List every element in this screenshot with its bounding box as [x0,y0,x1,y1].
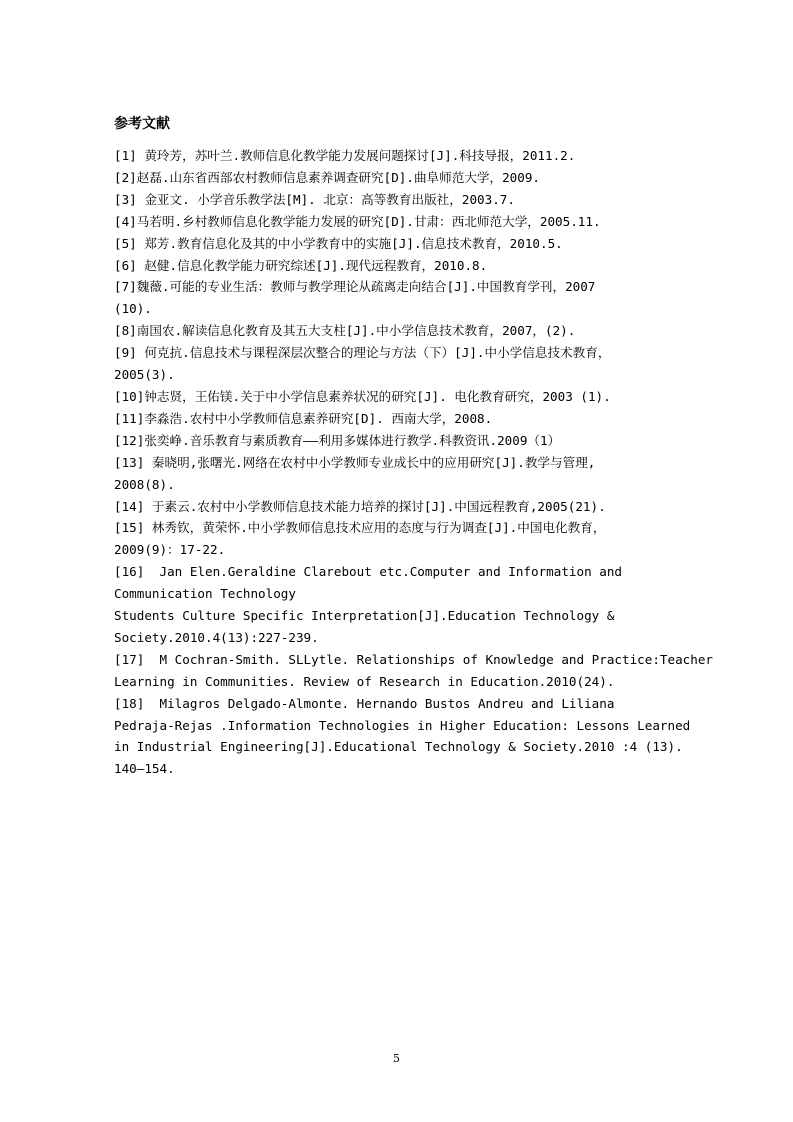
reference-item: [14] 于素云.农村中小学教师信息技术能力培养的探讨[J].中国远程教育,2005(21). [114,498,606,514]
reference-item: [13] 秦晓明,张曙光.网络在农村中小学教师专业成长中的应用研究[J].教学与管理, 2008(8). [114,454,596,492]
reference-item: [4]马若明.乡村教师信息化教学能力发展的研究[D].甘肃：西北师范大学，2005.11. [114,213,601,229]
reference-item: [16] Jan Elen.Geraldine Clarebout etc.Computer and Information and Communication Technology Students Culture Specific Interpretation[J].Education Technology & Society.2010.4(13):227-239. [114,564,622,645]
page-number: 5 [393,1052,400,1065]
reference-item: [12]张奕峥.音乐教育与素质教育——利用多媒体进行教学.科教资讯.2009（1） [114,432,561,448]
reference-item: [10]钟志贤，王佑镁.关于中小学信息素养状况的研究[J]. 电化教育研究，2003 (1). [114,388,611,404]
reference-item: [2]赵磊.山东省西部农村教师信息素养调查研究[D].曲阜师范大学，2009. [114,169,541,185]
reference-item: [3] 金亚文. 小学音乐教学法[M]. 北京：高等教育出版社，2003.7. [114,191,515,207]
reference-item: [1] 黄玲芳，苏叶兰.教师信息化教学能力发展问题探讨[J].科技导报，2011.2. [114,148,576,163]
reference-list [114,145,724,780]
reference-item: [8]南国农.解读信息化教育及其五大支柱[J].中小学信息技术教育，2007，(2). [114,323,576,339]
reference-item: [17] M Cochran-Smith. SLLytle. Relationships of Knowledge and Practice:Teacher Learning in Communities. Review of Research in Education.2010(24). [114,651,713,689]
reference-item: [7]魏薇.可能的专业生活：教师与教学理论从疏离走向结合[J].中国教育学刊，2007 (10). [114,279,596,317]
reference-item: [5] 郑芳.教育信息化及其的中小学教育中的实施[J].信息技术教育，2010.5. [114,235,563,251]
reference-item: [6] 赵健.信息化教学能力研究综述[J].现代远程教育，2010.8. [114,257,488,273]
reference-item: [9] 何克抗.信息技术与课程深层次整合的理论与方法（下）[J].中小学信息技术教育， 2005(3). [114,345,611,383]
reference-item: [15] 林秀钦，黄荣怀.中小学教师信息技术应用的态度与行为调查[J].中国电化教育， 2009(9)：17-22. [114,520,606,558]
reference-item: [11]李淼浩.农村中小学教师信息素养研究[D]. 西南大学，2008. [114,410,493,426]
reference-item: [18] Milagros Delgado-Almonte. Hernando Bustos Andreu and Liliana Pedraja-Rejas .Information Technologies in Higher Education: Lessons Learned in Industrial Engineering[J].Educational Technology & Society.2010 :4 (13). 140–154. [114,695,691,777]
references-heading: 参考文献 [114,116,170,132]
